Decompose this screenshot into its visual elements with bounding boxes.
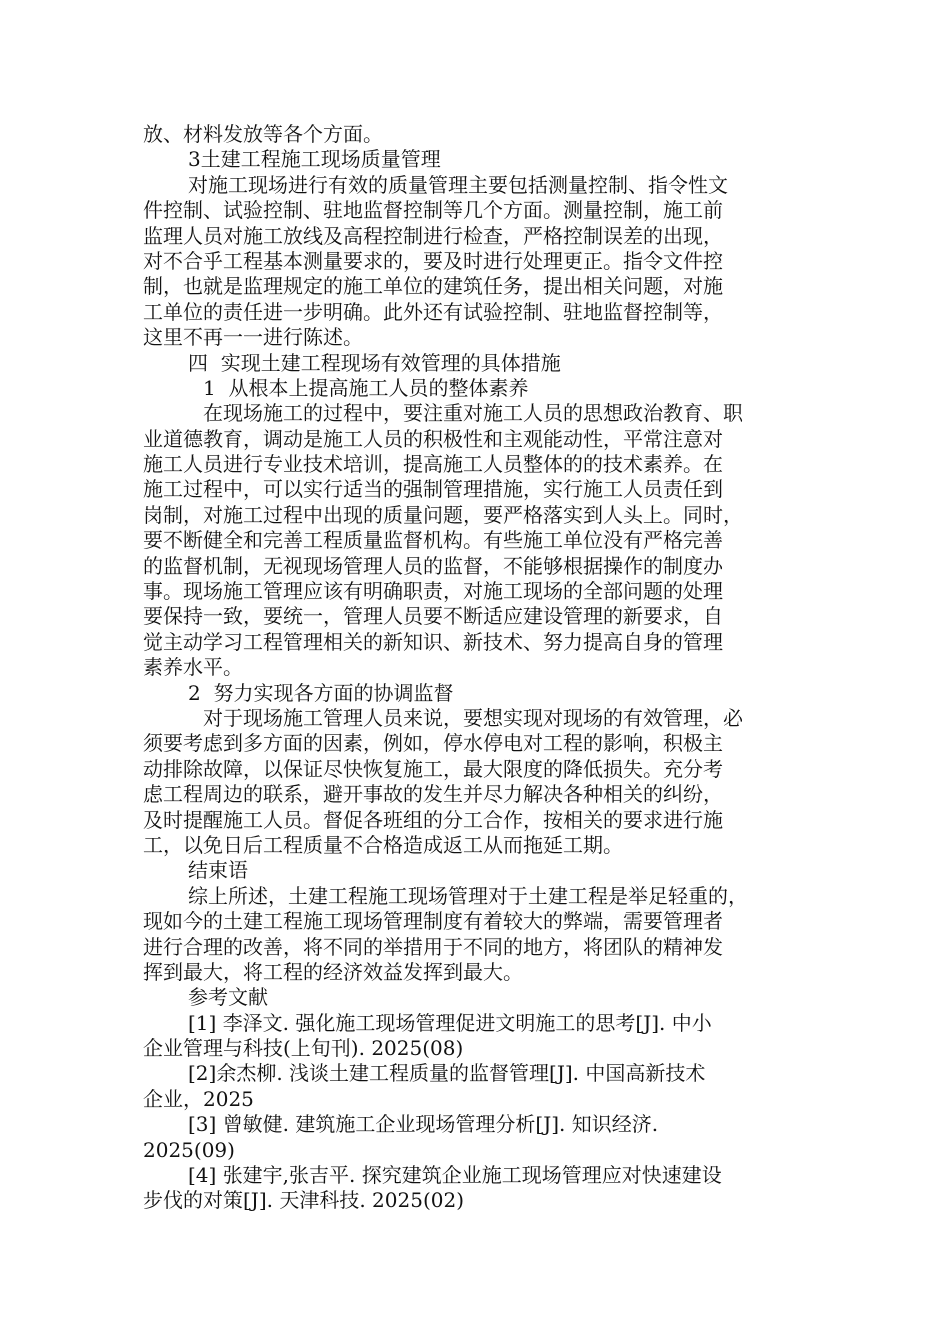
text-line: 虑工程周边的联系，避开事故的发生并尽力解决各种相关的纠纷，: [143, 782, 723, 807]
text-line: 步伐的对策[J]. 天津科技. 2025(02): [143, 1188, 465, 1213]
text-line: 对于现场施工管理人员来说，要想实现对现场的有效管理，必: [203, 705, 743, 730]
text-line: 现如今的土建工程施工现场管理制度有着较大的弊端，需要管理者: [143, 909, 723, 934]
text-line: 在现场施工的过程中，要注重对施工人员的思想政治教育、职: [203, 401, 743, 426]
text-line: 施工过程中，可以实行适当的强制管理措施，实行施工人员责任到: [143, 477, 723, 502]
text-line: 工单位的责任进一步明确。此外还有试验控制、驻地监督控制等，: [143, 299, 723, 324]
text-line: 2025(09): [143, 1137, 235, 1162]
text-line: 要保持一致，要统一，管理人员要不断适应建设管理的新要求，自: [143, 604, 723, 629]
text-line: 1 从根本上提高施工人员的整体素养: [203, 375, 529, 400]
text-line: 企业，2025: [143, 1086, 254, 1111]
text-line: 参考文献: [188, 985, 268, 1010]
text-line: 施工人员进行专业技术培训，提高施工人员整体的的技术素养。在: [143, 452, 723, 477]
text-line: [4] 张建宇,张吉平. 探究建筑企业施工现场管理应对快速建设: [188, 1163, 722, 1188]
text-line: 放、材料发放等各个方面。: [143, 122, 383, 146]
text-line: 须要考虑到多方面的因素，例如，停水停电对工程的影响，积极主: [143, 731, 723, 756]
text-line: 对不合乎工程基本测量要求的，要及时进行处理更正。指令文件控: [143, 248, 723, 273]
text-line: 监理人员对施工放线及高程控制进行检查，严格控制误差的出现，: [143, 223, 723, 248]
text-line: [2]余杰柳. 浅谈土建工程质量的监督管理[J]. 中国高新技术: [188, 1061, 706, 1086]
text-line: 综上所述，土建工程施工现场管理对于土建工程是举足轻重的，: [188, 883, 748, 908]
text-line: 岗制，对施工过程中出现的质量问题，要严格落实到人头上。同时，: [143, 502, 743, 527]
text-line: 进行合理的改善，将不同的举措用于不同的地方，将团队的精神发: [143, 934, 723, 959]
text-line: 3土建工程施工现场质量管理: [188, 147, 441, 172]
text-line: 四 实现土建工程现场有效管理的具体措施: [188, 350, 561, 375]
text-line: 事。现场施工管理应该有明确职责，对施工现场的全部问题的处理: [143, 579, 723, 604]
text-line: 2 努力实现各方面的协调监督: [188, 680, 454, 705]
text-line: 工，以免日后工程质量不合格造成返工从而拖延工期。: [143, 832, 623, 857]
text-line: 对施工现场进行有效的质量管理主要包括测量控制、指令性文: [188, 172, 728, 197]
text-line: 的监督机制，无视现场管理人员的监督，不能够根据操作的制度办: [143, 553, 723, 578]
text-line: 业道德教育，调动是施工人员的积极性和主观能动性，平常注意对: [143, 426, 723, 451]
text-line: 这里不再一一进行陈述。: [143, 325, 363, 350]
text-line: 及时提醒施工人员。督促各班组的分工合作，按相关的要求进行施: [143, 807, 723, 832]
text-line: 企业管理与科技(上旬刊). 2025(08): [143, 1036, 464, 1061]
text-line: 素养水平。: [143, 655, 243, 680]
text-line: 件控制、试验控制、驻地监督控制等几个方面。测量控制，施工前: [143, 198, 723, 223]
text-line: 结束语: [188, 858, 248, 883]
text-line: 制，也就是监理规定的施工单位的建筑任务，提出相关问题，对施: [143, 274, 723, 299]
text-line: 觉主动学习工程管理相关的新知识、新技术、努力提高自身的管理: [143, 629, 723, 654]
document-page: [143, 122, 808, 1214]
text-line: 挥到最大，将工程的经济效益发挥到最大。: [143, 959, 523, 984]
text-line: 动排除故障，以保证尽快恢复施工，最大限度的降低损失。充分考: [143, 756, 723, 781]
text-line: 要不断健全和完善工程质量监督机构。有些施工单位没有严格完善: [143, 528, 723, 553]
text-line: [1] 李泽文. 强化施工现场管理促进文明施工的思考[J]. 中小: [188, 1010, 712, 1035]
text-line: [3] 曾敏健. 建筑施工企业现场管理分析[J]. 知识经济.: [188, 1112, 659, 1137]
